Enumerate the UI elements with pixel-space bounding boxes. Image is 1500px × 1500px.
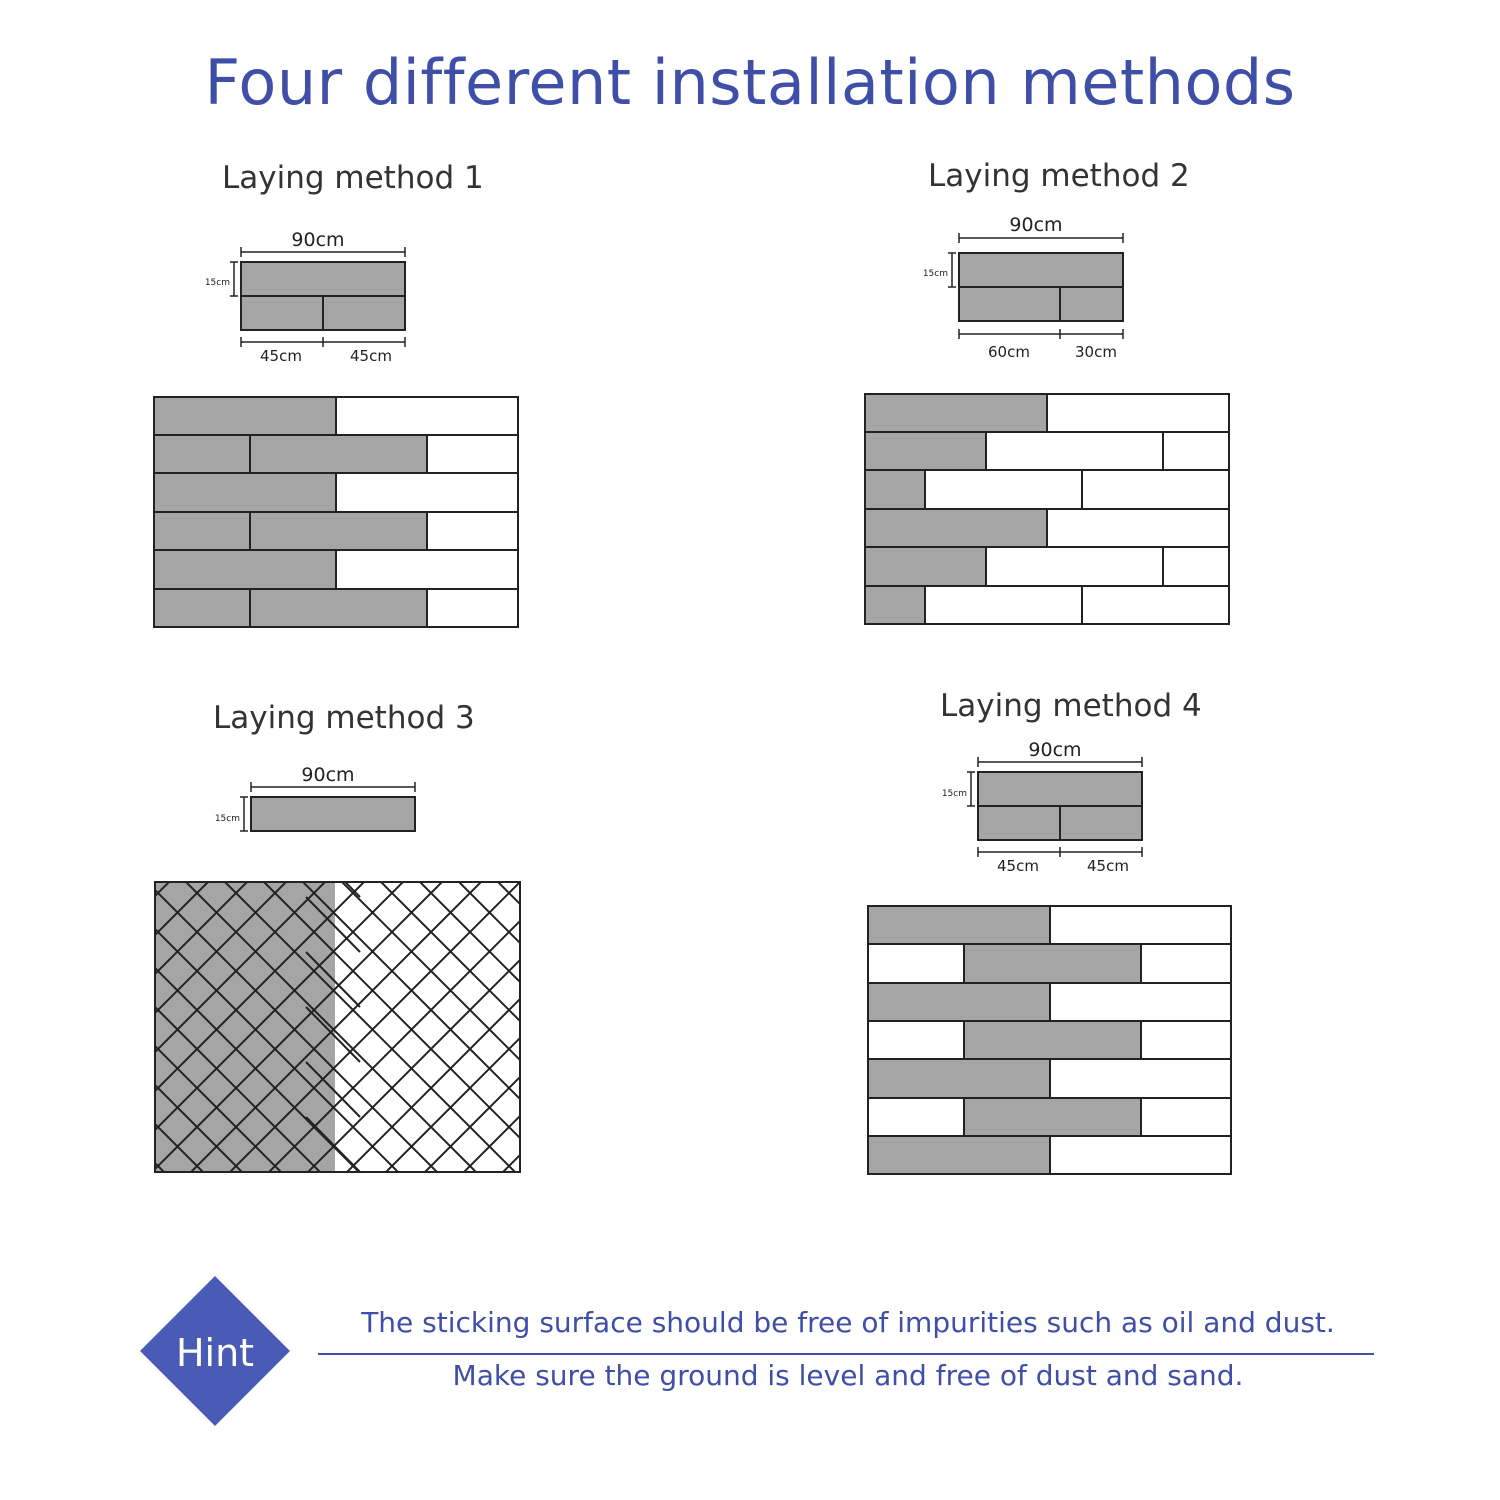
tile-row [154, 512, 518, 550]
herringbone-seam [306, 1172, 360, 1227]
hint-line-1: The sticking surface should be free of impurities such as oil and dust. [361, 1306, 1335, 1339]
method-2-piece-label: 30cm [1075, 343, 1117, 361]
method-4-pattern [868, 906, 1231, 1174]
method-1-length-label: 90cm [291, 229, 345, 251]
tile-row [868, 1136, 1231, 1174]
method-3-sample [251, 797, 415, 831]
hint-divider [318, 1353, 1374, 1355]
method-4-piece-label: 45cm [997, 857, 1039, 875]
method-3-height-label: 15cm [214, 814, 240, 824]
hint-badge [140, 1276, 290, 1426]
page-title: Four different installation methods [204, 46, 1296, 119]
method-2-title: Laying method 2 [928, 158, 1190, 194]
method-1-pattern [154, 397, 518, 627]
herringbone-seam [0, 582, 174, 1182]
method-1-piece-label: 45cm [260, 347, 302, 365]
method-4-height-label: 15cm [941, 789, 967, 799]
tile-row [154, 435, 518, 473]
method-2-sample [959, 253, 1123, 321]
tile-row [154, 589, 518, 627]
tile-row [868, 944, 1231, 983]
method-4-sample [978, 772, 1142, 840]
herringbone-seam [0, 582, 135, 1182]
method-2-height-label: 15cm [922, 269, 948, 279]
tile-row [868, 1021, 1231, 1059]
method-2-piece-label: 60cm [988, 343, 1030, 361]
tile-row [865, 394, 1229, 432]
tile-row [865, 586, 1229, 624]
method-1-title: Laying method 1 [222, 160, 484, 196]
method-3-length-label: 90cm [301, 764, 355, 786]
tile-row [154, 473, 518, 512]
method-2-length-label: 90cm [1009, 214, 1063, 236]
tile-row [154, 550, 518, 589]
method-1-height-label: 15cm [204, 278, 230, 288]
tile-row [868, 983, 1231, 1021]
method-3-title: Laying method 3 [213, 700, 475, 736]
method-1-piece-label: 45cm [350, 347, 392, 365]
method-4-length-label: 90cm [1028, 739, 1082, 761]
method-1-sample [241, 262, 405, 330]
tile-row [865, 509, 1229, 547]
hint-line-2: Make sure the ground is level and free of dust and sand. [452, 1359, 1244, 1392]
tile-row [868, 1098, 1231, 1136]
tile-row [868, 906, 1231, 944]
tile-row [154, 397, 518, 435]
tile-row [868, 1059, 1231, 1098]
method-2-pattern [865, 394, 1229, 624]
tile-row [865, 432, 1229, 470]
hint-badge-label: Hint [175, 1331, 255, 1375]
tile-row [865, 470, 1229, 509]
method-4-piece-label: 45cm [1087, 857, 1129, 875]
method-4-title: Laying method 4 [940, 688, 1202, 724]
tile-row [865, 547, 1229, 586]
